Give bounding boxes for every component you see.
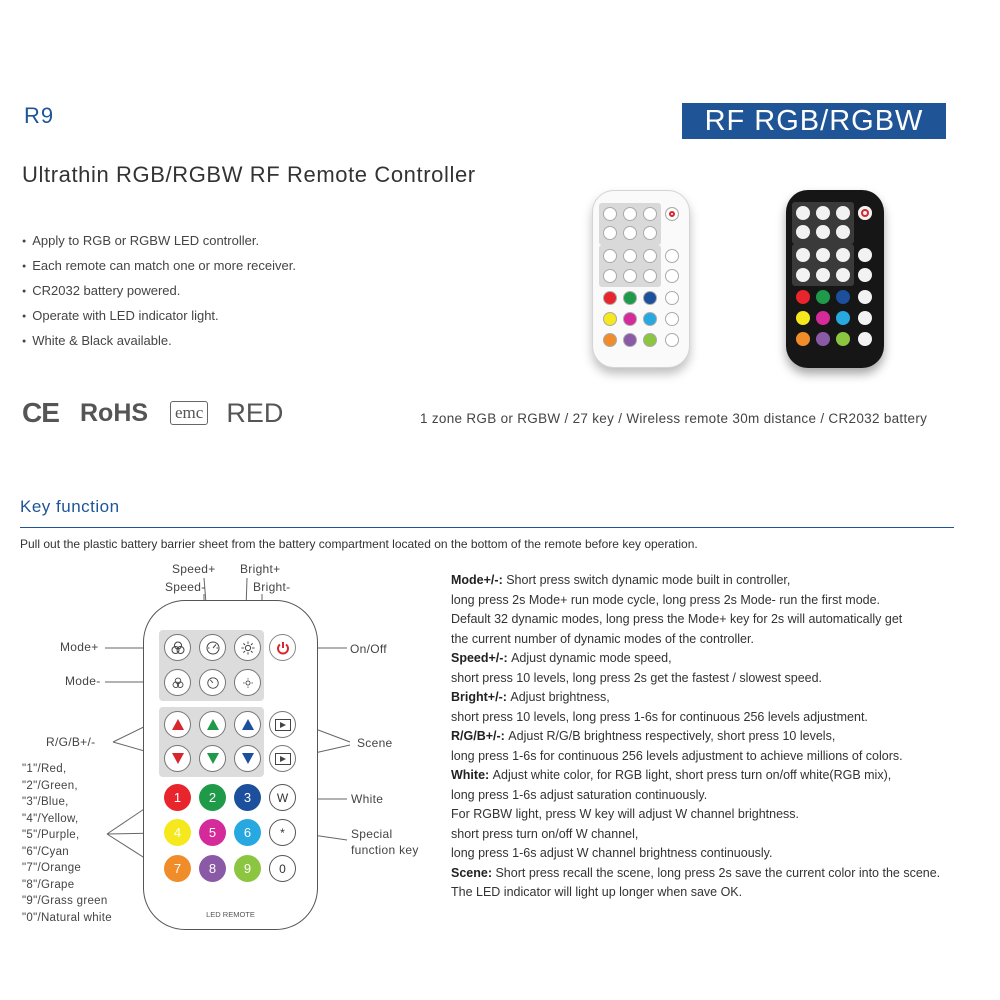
description-text: For RGBW light, press W key will adjust W channel brightness. [451,807,800,821]
battery-note: Pull out the plastic battery barrier sheet from the battery compartment located on the bottom of the remote before key operation. [20,537,698,551]
description-key-name: Scene: [451,865,496,880]
color-key-8[interactable]: 8 [199,855,226,882]
description-text: the current number of dynamic modes of the controller. [451,631,754,646]
speed-plus-label: Speed+ [172,562,216,576]
arrow-up-icon [242,719,254,730]
mode-minus-button[interactable] [164,669,191,696]
description-text: long press 1-6s for continuous 256 levels adjustment to achieve millions of colors. [451,748,903,763]
key-descriptions [451,571,971,903]
description-line [451,825,971,845]
feature-item: ● White & Black available. [22,332,296,357]
section-heading: Key function [20,497,120,516]
description-text: Adjust white color, for RGB light, short press turn on/off white(RGB mix), [492,768,892,782]
color-legend-item: "1"/Red, [22,763,67,775]
color-legend-item: "8"/Grape [22,878,75,891]
color-key-7[interactable]: 7 [164,855,191,882]
description-key-name: White: [451,768,493,782]
color-key-1[interactable]: 1 [164,784,191,811]
scene-2-button[interactable] [269,745,296,772]
special-function-key[interactable]: * [269,819,296,846]
description-text: Adjust dynamic mode speed, [511,651,672,665]
red-up-button[interactable] [164,711,191,738]
arrow-down-icon [207,753,219,764]
rohs-mark: RoHS [80,398,149,427]
description-text: Short press switch dynamic mode built in controller, [506,573,791,587]
color-legend-item: "0"/Natural white [22,911,112,924]
description-text: short press 10 levels, long press 1-6s for continuous 256 levels adjustment. [451,709,868,724]
color-legend-item: "2"/Green, [22,779,78,792]
blue-up-button[interactable] [234,711,261,738]
description-text: Adjust R/G/B brightness respectively, short press 10 levels, [508,729,836,743]
green-down-button[interactable] [199,745,226,772]
color-key-4[interactable]: 4 [164,819,191,846]
color-legend-item: "7"/Orange [22,862,82,874]
color-key-9[interactable]: 9 [234,855,261,882]
bright-minus-icon [241,676,255,690]
description-text: The LED indicator will light up longer when save OK. [451,885,743,899]
mode-plus-icon [170,640,186,656]
description-line [451,844,971,864]
arrow-up-icon [172,719,184,730]
power-icon [275,640,291,656]
arrow-up-icon [207,719,219,730]
description-line [451,571,971,591]
description-text: Adjust brightness, [510,690,610,704]
description-key-name: Bright+/-: [451,690,511,704]
description-key-name: Speed+/-: [451,651,512,665]
white-label: White [351,792,384,806]
special-function-key-label: function key [351,843,419,857]
natural-white-key[interactable]: 0 [269,855,296,882]
description-line [451,591,971,611]
color-key-2[interactable]: 2 [199,784,226,811]
red-down-button[interactable] [164,745,191,772]
description-line [451,864,971,884]
feature-item: ● Apply to RGB or RGBW LED controller. [22,232,296,257]
bright-plus-icon [240,640,256,656]
arrow-down-icon [172,753,184,764]
description-line [451,649,971,669]
arrow-down-icon [242,753,254,764]
description-key-name: Mode+/-: [451,573,507,587]
remote-diagram [143,600,318,930]
color-key-3[interactable]: 3 [234,784,261,811]
description-text: Short press recall the scene, long press 2s save the current color into the scene. [495,865,941,880]
bright-minus-button[interactable] [234,669,261,696]
speed-plus-icon [205,640,221,656]
red-mark: RED [226,397,284,428]
bright-plus-label: Bright+ [240,562,281,576]
ce-mark: CE [22,397,59,428]
description-text: short press 10 levels, long press 2s get the fastest / slowest speed. [451,670,823,685]
description-line [451,669,971,689]
mode-minus-label: Mode- [65,674,101,688]
scene-1-button[interactable] [269,711,296,738]
description-line [451,688,971,708]
description-line [451,786,971,806]
rgb-label: R/G/B+/- [46,735,96,749]
description-line [451,805,971,825]
description-text: long press 1-6s adjust W channel brightness continuously. [451,846,773,860]
description-line [451,630,971,650]
color-legend-item: "6"/Cyan [22,845,70,858]
description-line [451,708,971,728]
mode-minus-icon [171,676,185,690]
blue-down-button[interactable] [234,745,261,772]
description-line [451,883,971,903]
feature-item: ● CR2032 battery powered. [22,282,296,307]
description-line [451,766,971,786]
scene-label: Scene [357,736,393,750]
white-key[interactable]: W [269,784,296,811]
color-key-6[interactable]: 6 [234,819,261,846]
product-category-badge: RF RGB/RGBW [682,103,946,139]
color-legend-item: "9"/Grass green [22,895,108,907]
scene-icon [275,753,291,765]
on-off-label: On/Off [350,642,387,656]
description-line [451,610,971,630]
remote-brand-label: LED REMOTE [206,910,255,919]
color-key-5[interactable]: 5 [199,819,226,846]
speed-plus-button[interactable] [199,634,226,661]
description-text: Default 32 dynamic modes, long press the Mode+ key for 2s will automatically get [451,612,903,626]
color-key-legend [22,761,112,926]
special-label: Special [351,827,393,841]
mode-plus-button[interactable] [164,634,191,661]
speed-minus-button[interactable] [199,669,226,696]
color-legend-item: "5"/Purple, [22,829,80,841]
description-text: short press turn on/off W channel, [451,826,639,841]
mode-plus-label: Mode+ [60,640,99,654]
bright-minus-label: Bright- [253,580,291,594]
feature-item: ● Operate with LED indicator light. [22,307,296,332]
spec-line: 1 zone RGB or RGBW / 27 key / Wireless remote 30m distance / CR2032 battery [420,411,928,426]
feature-item: ● Each remote can match one or more receiver. [22,257,296,282]
scene-icon [275,719,291,731]
description-line [451,747,971,767]
product-title: Ultrathin RGB/RGBW RF Remote Controller [22,162,476,187]
emc-mark: emc [170,401,208,425]
description-text: long press 1-6s adjust saturation continuously. [451,787,708,802]
green-up-button[interactable] [199,711,226,738]
model-number: R9 [24,103,55,128]
speed-minus-icon [206,676,220,690]
description-key-name: R/G/B+/-: [451,729,509,743]
description-text: long press 2s Mode+ run mode cycle, long press 2s Mode- run the first mode. [451,592,881,607]
bright-plus-button[interactable] [234,634,261,661]
speed-minus-label: Speed- [165,580,206,594]
color-legend-item: "3"/Blue, [22,796,69,808]
power-button[interactable] [269,634,296,661]
description-line [451,727,971,747]
color-legend-item: "4"/Yellow, [22,812,79,825]
